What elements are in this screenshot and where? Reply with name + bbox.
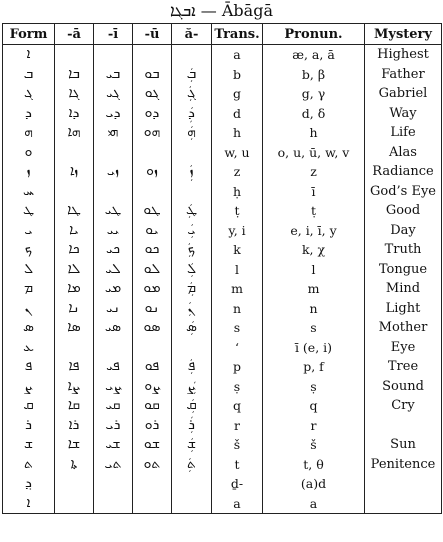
cell-mystery: God’s Eye — [365, 182, 442, 202]
cell-u: ܡܘ — [133, 279, 172, 299]
cell-pronun: (a)d — [263, 474, 365, 494]
cell-a: ܙܐ — [55, 162, 94, 182]
cell-u: ܪܘ — [133, 416, 172, 436]
cell-u: ܗܘ — [133, 123, 172, 143]
cell-mystery: Tree — [365, 357, 442, 377]
cell-form: ܩ — [3, 396, 55, 416]
cell-a: ܩܐ — [55, 396, 94, 416]
cell-ae: ܬܲ — [172, 455, 212, 475]
cell-pronun: q — [263, 396, 365, 416]
cell-form: ܐ — [3, 45, 55, 65]
cell-form: ܛ — [3, 201, 55, 221]
table-row — [3, 45, 442, 65]
cell-mystery: Cry — [365, 396, 442, 416]
cell-mystery: Good — [365, 201, 442, 221]
table-row — [3, 84, 442, 104]
cell-ae: ܣܲ — [172, 318, 212, 338]
table-row — [3, 396, 442, 416]
alphabet-table — [2, 23, 442, 514]
cell-u: ܫܘ — [133, 435, 172, 455]
cell-form: ܟ — [3, 240, 55, 260]
cell-ae: ܝܲ — [172, 221, 212, 241]
cell-u — [133, 45, 172, 65]
cell-pronun: h — [263, 123, 365, 143]
cell-i: ܝܝ — [94, 221, 133, 241]
cell-trans: l — [212, 260, 263, 280]
cell-form: ܣ — [3, 318, 55, 338]
cell-i: ܫܝ — [94, 435, 133, 455]
cell-a: ܗܐ — [55, 123, 94, 143]
cell-trans: d — [212, 104, 263, 124]
cell-trans: n — [212, 299, 263, 319]
cell-form: ܫ — [3, 435, 55, 455]
cell-pronun: r — [263, 416, 365, 436]
cell-i — [94, 143, 133, 163]
cell-pronun: p, f — [263, 357, 365, 377]
cell-a: ܨܐ — [55, 377, 94, 397]
table-row — [3, 318, 442, 338]
cell-form: ܗ — [3, 123, 55, 143]
cell-i: ܨܝ — [94, 377, 133, 397]
cell-u: ܝܘ — [133, 221, 172, 241]
cell-u: ܒܘ — [133, 65, 172, 85]
header-mystery: Mystery — [365, 24, 442, 45]
cell-form: ܚ — [3, 182, 55, 202]
cell-ae: ܓܲ — [172, 84, 212, 104]
cell-pronun: k, χ — [263, 240, 365, 260]
cell-form: ܝ — [3, 221, 55, 241]
cell-a — [55, 494, 94, 514]
table-row — [3, 299, 442, 319]
cell-trans: m — [212, 279, 263, 299]
cell-u: ܙܘ — [133, 162, 172, 182]
cell-pronun: t, θ — [263, 455, 365, 475]
table-row — [3, 377, 442, 397]
cell-pronun: m — [263, 279, 365, 299]
cell-ae: ܗܲ — [172, 123, 212, 143]
cell-trans: ṣ — [212, 377, 263, 397]
cell-pronun: e, i, ī, y — [263, 221, 365, 241]
cell-trans: g — [212, 84, 263, 104]
cell-pronun: ī (e, i) — [263, 338, 365, 358]
cell-trans: h — [212, 123, 263, 143]
cell-trans: r — [212, 416, 263, 436]
cell-trans: ḥ — [212, 182, 263, 202]
cell-i: ܡܝ — [94, 279, 133, 299]
cell-ae: ܕܲ — [172, 104, 212, 124]
table-row — [3, 123, 442, 143]
cell-trans: w, u — [212, 143, 263, 163]
cell-ae: ܟܲ — [172, 240, 212, 260]
table-row — [3, 455, 442, 475]
cell-a — [55, 182, 94, 202]
cell-a: ܬܐ — [55, 455, 94, 475]
cell-pronun: n — [263, 299, 365, 319]
cell-u: ܛܘ — [133, 201, 172, 221]
table-row — [3, 201, 442, 221]
cell-form: ܕ݂ — [3, 474, 55, 494]
cell-pronun: l — [263, 260, 365, 280]
cell-form: ܪ — [3, 416, 55, 436]
cell-mystery: Day — [365, 221, 442, 241]
cell-ae — [172, 494, 212, 514]
header-i: -ī — [94, 24, 133, 45]
table-row — [3, 182, 442, 202]
cell-u — [133, 143, 172, 163]
cell-a: ܟܐ — [55, 240, 94, 260]
cell-pronun: g, γ — [263, 84, 365, 104]
cell-trans: q — [212, 396, 263, 416]
cell-a: ܡܐ — [55, 279, 94, 299]
cell-form: ܨ — [3, 377, 55, 397]
cell-a — [55, 143, 94, 163]
cell-ae — [172, 338, 212, 358]
cell-mystery: Sun — [365, 435, 442, 455]
cell-mystery: Radiance — [365, 162, 442, 182]
cell-trans: š — [212, 435, 263, 455]
cell-u — [133, 474, 172, 494]
cell-a: ܕܐ — [55, 104, 94, 124]
cell-mystery — [365, 474, 442, 494]
cell-u: ܟܘ — [133, 240, 172, 260]
cell-i: ܛܝ — [94, 201, 133, 221]
cell-a: ܢܐ — [55, 299, 94, 319]
cell-i: ܢܝ — [94, 299, 133, 319]
cell-mystery: Light — [365, 299, 442, 319]
cell-u: ܨܘ — [133, 377, 172, 397]
cell-ae: ܪܲ — [172, 416, 212, 436]
cell-u: ܣܘ — [133, 318, 172, 338]
cell-a — [55, 338, 94, 358]
cell-mystery: Sound — [365, 377, 442, 397]
cell-u — [133, 338, 172, 358]
cell-trans: ṭ — [212, 201, 263, 221]
cell-form: ܒ — [3, 65, 55, 85]
cell-a — [55, 45, 94, 65]
cell-u: ܢܘ — [133, 299, 172, 319]
table-row — [3, 357, 442, 377]
header-u: -ū — [133, 24, 172, 45]
cell-form: ܕ — [3, 104, 55, 124]
cell-i: ܕܝ — [94, 104, 133, 124]
cell-trans: y, i — [212, 221, 263, 241]
cell-i: ܪܝ — [94, 416, 133, 436]
cell-mystery: Life — [365, 123, 442, 143]
cell-pronun: ṣ — [263, 377, 365, 397]
cell-ae — [172, 182, 212, 202]
cell-u — [133, 494, 172, 514]
cell-form: ܐ — [3, 494, 55, 514]
cell-ae: ܢܲ — [172, 299, 212, 319]
cell-form: ܘ — [3, 143, 55, 163]
cell-u: ܓܘ — [133, 84, 172, 104]
table-row — [3, 221, 442, 241]
cell-trans: s — [212, 318, 263, 338]
cell-u — [133, 182, 172, 202]
cell-pronun: o, u, ū, w, v — [263, 143, 365, 163]
cell-u: ܕܘ — [133, 104, 172, 124]
cell-mystery: Father — [365, 65, 442, 85]
cell-ae: ܨܲ — [172, 377, 212, 397]
cell-mystery: Eye — [365, 338, 442, 358]
cell-ae: ܛܲ — [172, 201, 212, 221]
cell-a: ܠܐ — [55, 260, 94, 280]
cell-form: ܡ — [3, 279, 55, 299]
cell-a: ܛܐ — [55, 201, 94, 221]
cell-trans: p — [212, 357, 263, 377]
cell-ae: ܠܲ — [172, 260, 212, 280]
cell-a: ܝܐ — [55, 221, 94, 241]
table-row — [3, 143, 442, 163]
cell-trans: t — [212, 455, 263, 475]
cell-i — [94, 45, 133, 65]
cell-trans: a — [212, 494, 263, 514]
cell-mystery — [365, 494, 442, 514]
cell-i — [94, 338, 133, 358]
cell-mystery: Way — [365, 104, 442, 124]
cell-ae: ܙܲ — [172, 162, 212, 182]
cell-i: ܩܝ — [94, 396, 133, 416]
cell-form: ܓ — [3, 84, 55, 104]
cell-pronun: b, β — [263, 65, 365, 85]
table-body — [3, 45, 442, 514]
cell-mystery — [365, 416, 442, 436]
header-trans: Trans. — [212, 24, 263, 45]
cell-mystery: Gabriel — [365, 84, 442, 104]
cell-a — [55, 474, 94, 494]
table-row — [3, 104, 442, 124]
header-form: Form — [3, 24, 55, 45]
cell-pronun: ṭ — [263, 201, 365, 221]
cell-ae: ܦܲ — [172, 357, 212, 377]
cell-trans: ḏ- — [212, 474, 263, 494]
cell-i — [94, 494, 133, 514]
cell-pronun: s — [263, 318, 365, 338]
cell-ae: ܒܲ — [172, 65, 212, 85]
cell-i: ܦܝ — [94, 357, 133, 377]
cell-trans: z — [212, 162, 263, 182]
cell-u: ܠܘ — [133, 260, 172, 280]
table-row — [3, 65, 442, 85]
cell-mystery: Mind — [365, 279, 442, 299]
cell-form: ܬ — [3, 455, 55, 475]
cell-i: ܓܝ — [94, 84, 133, 104]
cell-mystery: Mother — [365, 318, 442, 338]
table-row — [3, 474, 442, 494]
cell-pronun: z — [263, 162, 365, 182]
cell-form: ܦ — [3, 357, 55, 377]
cell-mystery: Alas — [365, 143, 442, 163]
cell-i: ܗܝ — [94, 123, 133, 143]
header-ae: ă- — [172, 24, 212, 45]
cell-trans: a — [212, 45, 263, 65]
cell-i: ܒܝ — [94, 65, 133, 85]
header-pronun: Pronun. — [263, 24, 365, 45]
cell-u: ܬܘ — [133, 455, 172, 475]
cell-i: ܬܝ — [94, 455, 133, 475]
table-row — [3, 494, 442, 514]
table-title: ܐܒܓܐ — Ābāgā — [170, 1, 273, 20]
cell-form: ܥ — [3, 338, 55, 358]
cell-i: ܙܝ — [94, 162, 133, 182]
cell-i: ܣܝ — [94, 318, 133, 338]
cell-ae: ܡܲ — [172, 279, 212, 299]
cell-a: ܒܐ — [55, 65, 94, 85]
cell-form: ܠ — [3, 260, 55, 280]
cell-ae: ܩܲ — [172, 396, 212, 416]
cell-a: ܓܐ — [55, 84, 94, 104]
table-row — [3, 435, 442, 455]
cell-i: ܟܝ — [94, 240, 133, 260]
cell-i — [94, 474, 133, 494]
cell-pronun: d, δ — [263, 104, 365, 124]
table-row — [3, 260, 442, 280]
header-a: -ā — [55, 24, 94, 45]
cell-mystery: Highest — [365, 45, 442, 65]
cell-pronun: a — [263, 494, 365, 514]
cell-trans: b — [212, 65, 263, 85]
table-row — [3, 279, 442, 299]
cell-ae: ܫܲ — [172, 435, 212, 455]
cell-a: ܫܐ — [55, 435, 94, 455]
cell-a: ܦܐ — [55, 357, 94, 377]
table-row — [3, 338, 442, 358]
cell-a: ܪܐ — [55, 416, 94, 436]
cell-u: ܦܘ — [133, 357, 172, 377]
table-row — [3, 416, 442, 436]
cell-mystery: Penitence — [365, 455, 442, 475]
cell-pronun: š — [263, 435, 365, 455]
cell-u: ܩܘ — [133, 396, 172, 416]
cell-i — [94, 182, 133, 202]
cell-trans: ‘ — [212, 338, 263, 358]
cell-pronun: æ, a, ā — [263, 45, 365, 65]
cell-mystery: Truth — [365, 240, 442, 260]
cell-ae — [172, 474, 212, 494]
cell-trans: k — [212, 240, 263, 260]
table-row — [3, 162, 442, 182]
cell-a: ܣܐ — [55, 318, 94, 338]
table-row — [3, 240, 442, 260]
cell-ae — [172, 143, 212, 163]
cell-pronun: ī — [263, 182, 365, 202]
header-row — [3, 24, 442, 45]
cell-ae — [172, 45, 212, 65]
cell-form: ܙ — [3, 162, 55, 182]
cell-form: ܢ — [3, 299, 55, 319]
cell-mystery: Tongue — [365, 260, 442, 280]
cell-i: ܠܝ — [94, 260, 133, 280]
